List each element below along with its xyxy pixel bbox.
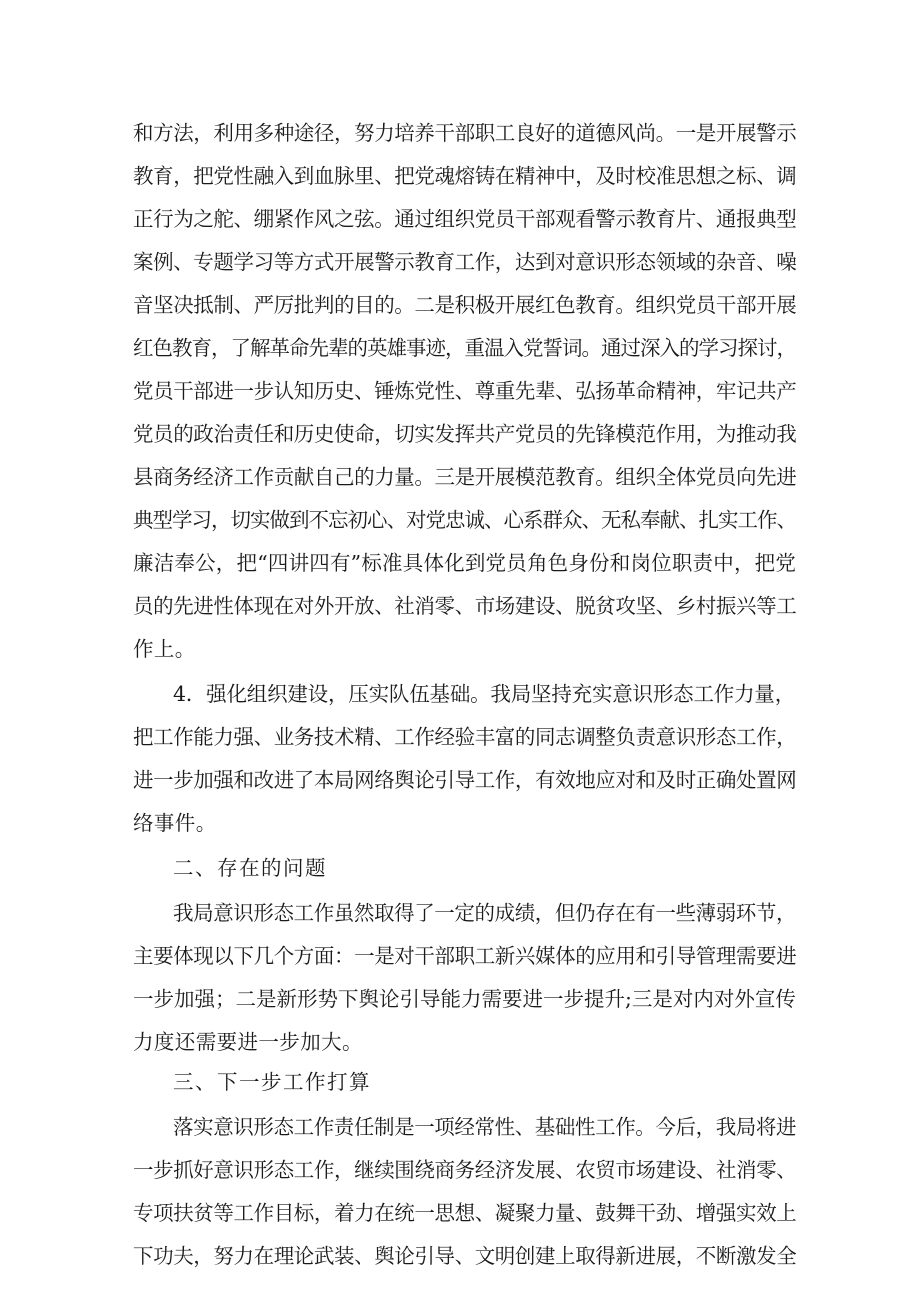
text-line: 一步抓好意识形态工作，继续围绕商务经济发展、农贸市场建设、社消零、 (133, 1158, 797, 1182)
text-line: 4．强化组织建设，压实队伍基础。我局坚持充实意识形态工作力量， (173, 682, 795, 706)
text-line: 音坚决抵制、严厉批判的目的。二是积极开展红色教育。组织党员干部开展 (133, 293, 797, 317)
text-line: 主要体现以下几个方面：一是对干部职工新兴媒体的应用和引导管理需要进 (133, 944, 797, 968)
text-line: 落实意识形态工作责任制是一项经常性、基础性工作。今后，我局将进 (173, 1115, 797, 1139)
text-line: 下功夫，努力在理论武装、舆论引导、文明创建上取得新进展，不断激发全 (133, 1244, 797, 1268)
text-line: 进一步加强和改进了本局网络舆论引导工作，有效地应对和及时正确处置网 (133, 768, 797, 792)
text-line: 把工作能力强、业务技术精、工作经验丰富的同志调整负责意识形态工作， (133, 725, 797, 749)
text-line: 力度还需要进一步加大。 (133, 1030, 363, 1054)
text-line: 络事件。 (133, 811, 217, 835)
text-line: 红色教育，了解革命先辈的英雄事迹，重温入党誓词。通过深入的学习探讨， (133, 336, 796, 360)
text-line: 县商务经济工作贡献自己的力量。三是开展模范教育。组织全体党员向先进 (133, 465, 797, 489)
text-line: 廉洁奉公，把“四讲四有”标准具体化到党员角色身份和岗位职责中，把党 (133, 551, 797, 575)
text-line: 专项扶贫等工作目标，着力在统一思想、凝聚力量、鼓舞干劲、增强实效上 (133, 1201, 797, 1225)
section-heading-issues: 二、存在的问题 (173, 856, 327, 880)
text-line: 和方法，利用多种途径，努力培养干部职工良好的道德风尚。一是开展警示 (133, 121, 797, 145)
text-line: 正行为之舵、绷紧作风之弦。通过组织党员干部观看警示教育片、通报典型 (133, 207, 797, 231)
text-line: 作上。 (133, 637, 196, 661)
section-heading-next-steps: 三、下一步工作打算 (173, 1070, 371, 1094)
text-line: 案例、专题学习等方式开展警示教育工作，达到对意识形态领域的杂音、噪 (133, 250, 797, 274)
text-line: 党员干部进一步认知历史、锤炼党性、尊重先辈、弘扬革命精神，牢记共产 (133, 379, 797, 403)
text-line: 党员的政治责任和历史使命，切实发挥共产党员的先锋模范作用，为推动我 (133, 422, 797, 446)
text-line: 员的先进性体现在对外开放、社消零、市场建设、脱贫攻坚、乡村振兴等工 (133, 594, 797, 618)
text-line: 我局意识形态工作虽然取得了一定的成绩，但仍存在有一些薄弱环节， (173, 901, 797, 925)
text-line: 典型学习，切实做到不忘初心、对党忠诚、心系群众、无私奉献、扎实工作、 (133, 508, 796, 532)
text-line: 一步加强；二是新形势下舆论引导能力需要进一步提升;三是对内对外宣传 (133, 987, 796, 1011)
text-line: 教育，把党性融入到血脉里、把党魂熔铸在精神中，及时校准思想之标、调 (133, 164, 797, 188)
